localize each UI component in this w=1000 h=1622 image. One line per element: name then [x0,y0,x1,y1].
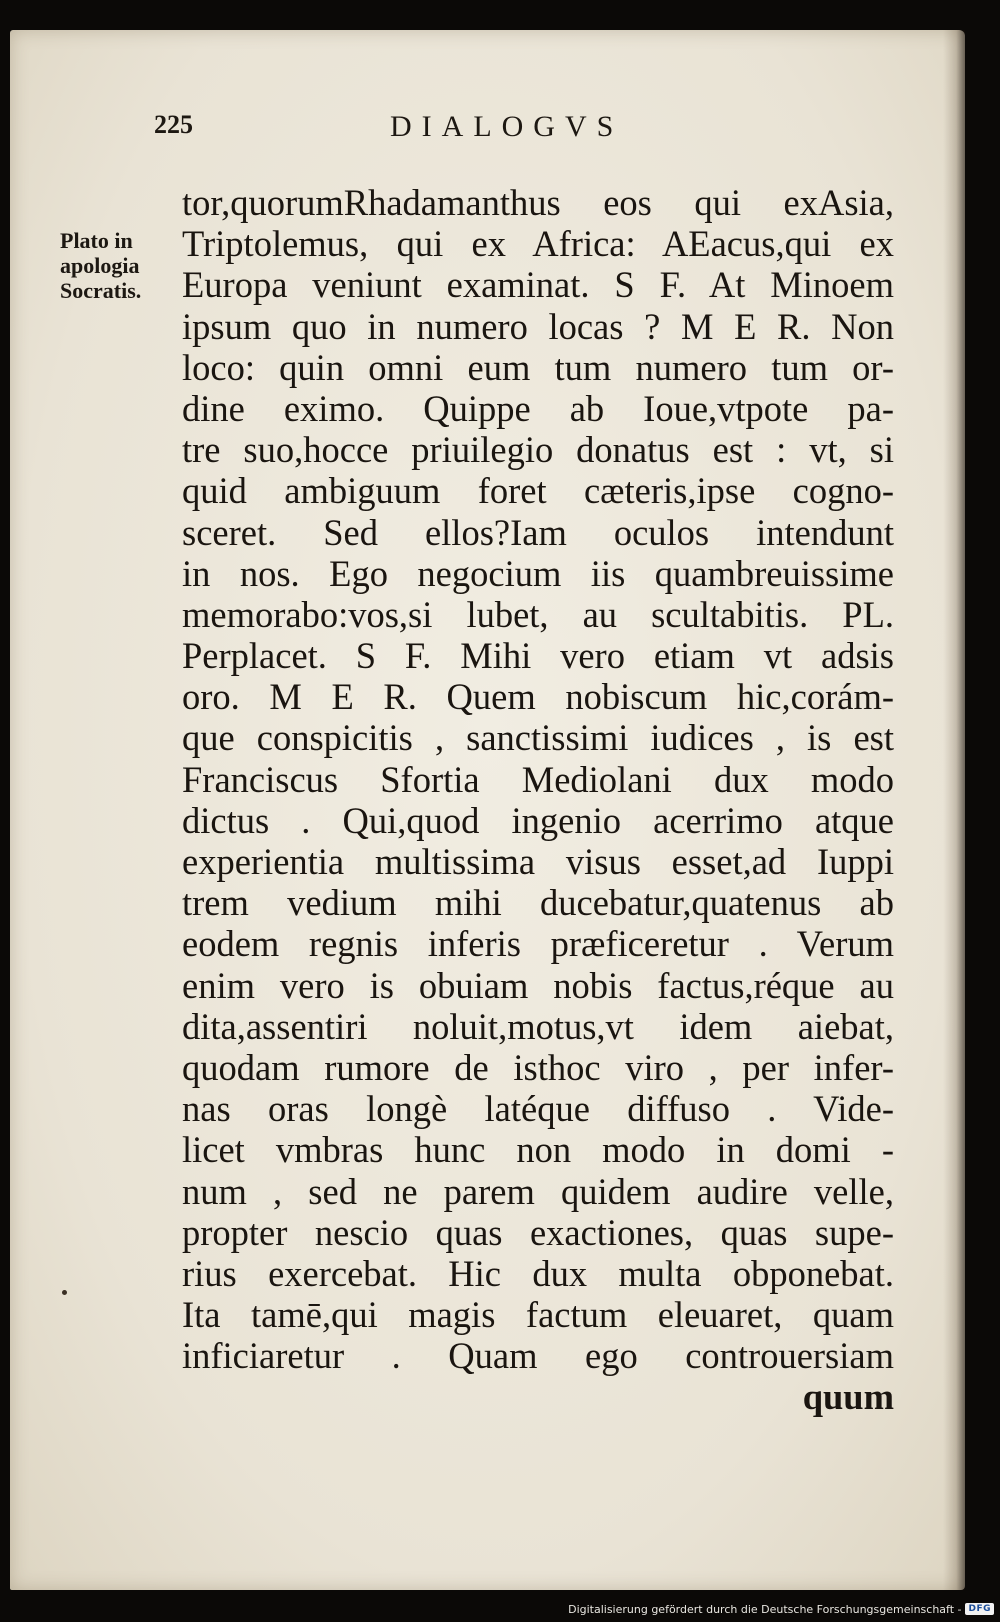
text-line: inficiaretur . Quam ego controuersiam [182,1335,894,1377]
text-line: ipsum quo in numero locas ? M E R. Non [182,305,894,347]
digitization-footer [568,1599,994,1619]
text-line: propter nescio quas exactiones, quas supe- [182,1211,894,1253]
text-line: dictus . Qui,quod ingenio acerrimo atque [182,799,894,841]
text-line: Ita tamē,qui magis factum eleuaret, quam [182,1294,894,1336]
page-number: 225 [154,110,193,139]
text-line: experientia multissima visus esset,ad Iuppi [182,841,894,882]
body-text [182,182,894,1418]
text-line: enim vero is obuiam nobis factus,réque au [182,964,894,1006]
text-line: quodam rumore de isthoc viro , per infer- [182,1046,894,1088]
dfg-logo-icon: DFG [965,1603,994,1615]
text-line: Europa veniunt examinat. S F. At Minoem [182,264,894,306]
text-line: Franciscus Sfortia Mediolani dux modo [182,758,894,800]
text-line: tre suo,hocce priuilegio donatus est : vt, si [182,429,894,471]
text-line: num , sed ne parem quidem audire velle, [182,1170,894,1212]
running-head [10,110,965,150]
paper-speck [62,1290,67,1295]
running-title: DIALOGVS [390,110,624,143]
margin-note-line: apologia [60,253,140,278]
text-line: rius exercebat. Hic dux multa obponebat. [182,1252,894,1294]
text-line: in nos. Ego negocium iis quambreuissime [182,552,894,594]
margin-note [60,228,190,303]
text-line: trem vedium mihi ducebatur,quatenus ab [182,882,894,924]
text-line: memorabo:vos,si lubet, au scultabitis. PL. [182,593,894,635]
catchword: quum [802,1376,894,1418]
text-line: licet vmbras hunc non modo in domi - [182,1129,894,1171]
text-line: tor,quorumRhadamanthus eos qui exAsia, [182,182,894,223]
text-line: oro. M E R. Quem nobiscum hic,corám- [182,676,894,718]
text-line: dita,assentiri noluit,motus,vt idem aiebat, [182,1005,894,1047]
text-line: loco: quin omni eum tum numero tum or- [182,346,894,388]
page-binding-edge [943,30,965,1590]
text-line: que conspicitis , sanctissimi iudices , is est [182,717,894,759]
text-line: eodem regnis inferis præficeretur . Verum [182,923,894,965]
margin-note-line: Plato in [60,228,133,253]
text-line: nas oras longè latéque diffuso . Vide- [182,1088,894,1130]
footer-credit-text: Digitalisierung gefördert durch die Deutsche Forschungsgemeinschaft - [568,1602,962,1616]
margin-note-line: Socratis. [60,278,142,303]
book-page [10,30,965,1590]
text-line: Perplacet. S F. Mihi vero etiam vt adsis [182,635,894,677]
text-line: quid ambiguum foret cæteris,ipse cogno- [182,470,894,512]
text-line: dine eximo. Quippe ab Ioue,vtpote pa- [182,387,894,429]
text-line: Triptolemus, qui ex Africa: AEacus,qui ex [182,223,894,265]
text-line: sceret. Sed ellos?Iam oculos intendunt [182,511,894,553]
